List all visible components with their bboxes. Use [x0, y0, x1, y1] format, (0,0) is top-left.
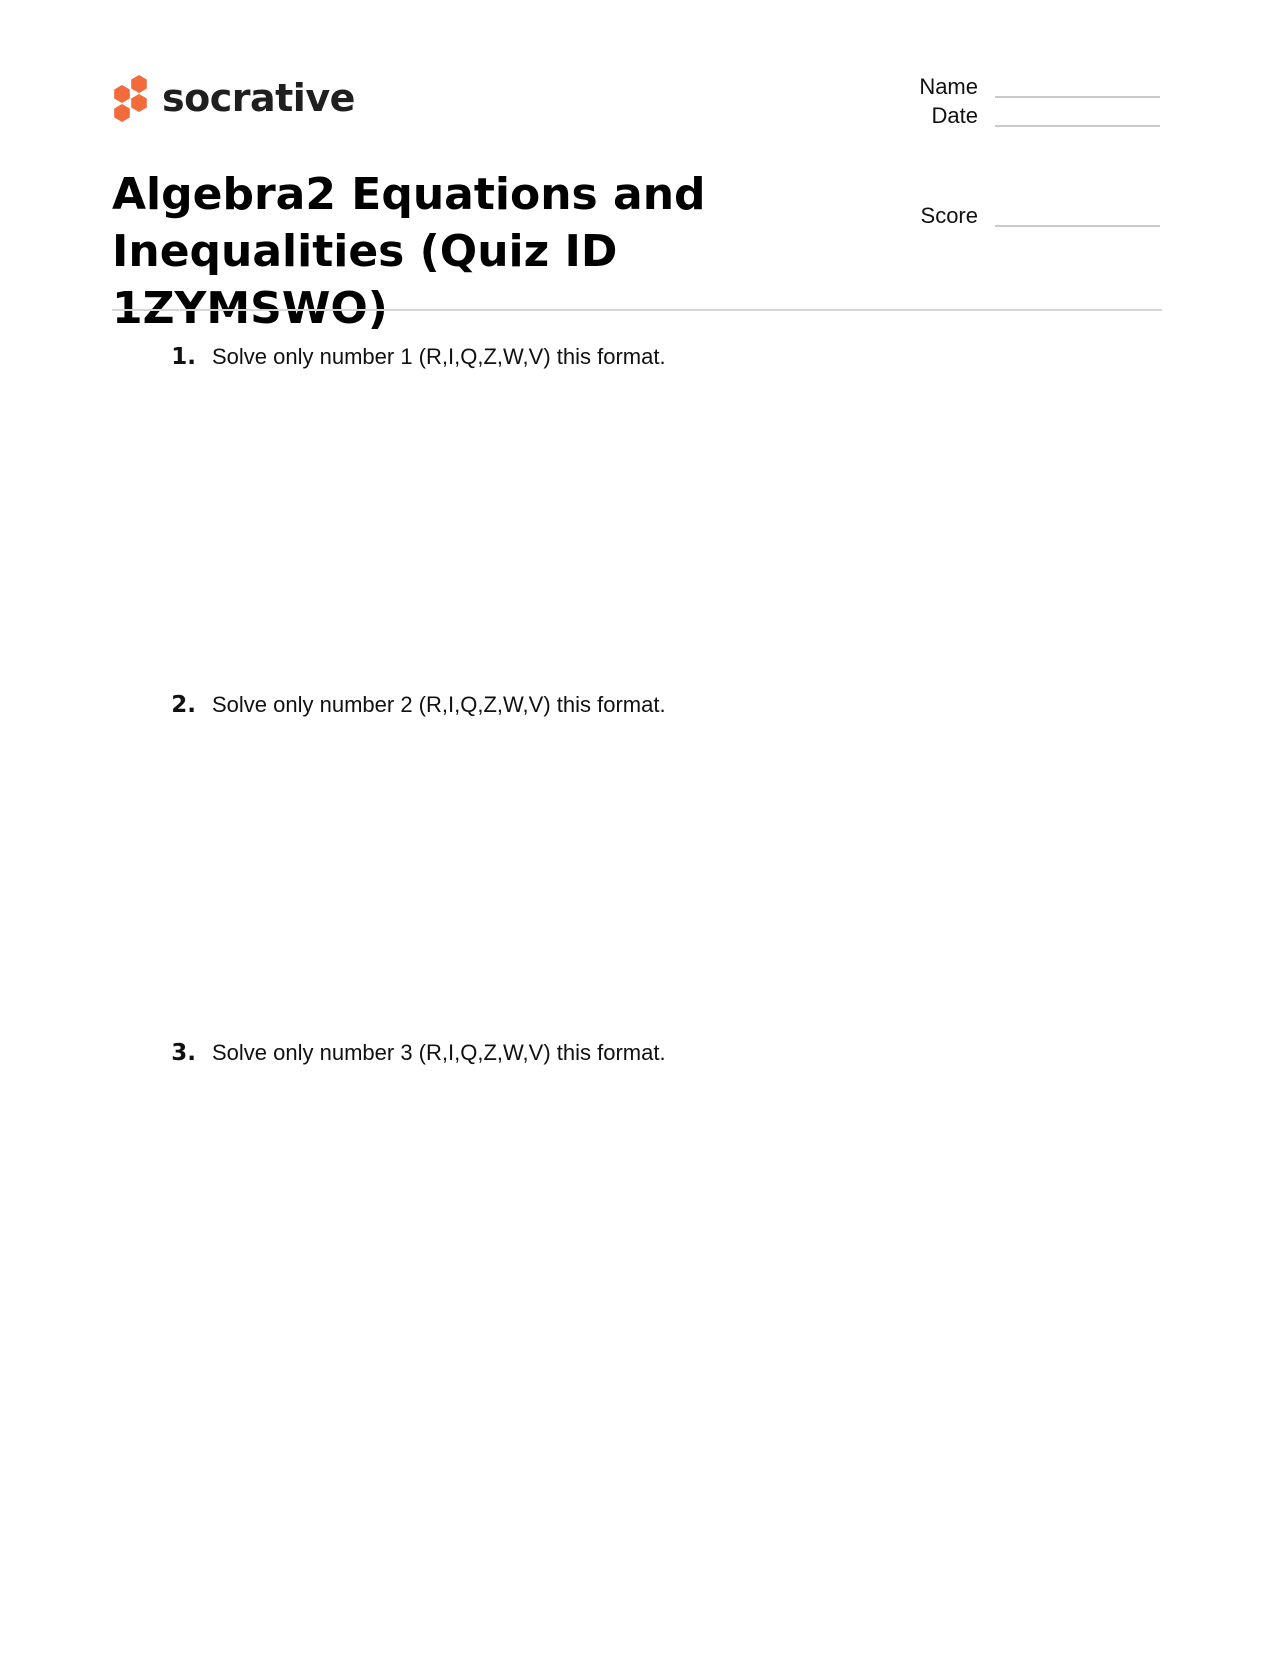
question-text: Solve only number 3 (R,I,Q,Z,W,V) this format. [212, 1040, 666, 1065]
logo-wordmark: socrative [162, 76, 355, 120]
question-item [150, 1040, 666, 1066]
quiz-title: Algebra2 Equations and Inequalities (Quiz ID 1ZYMSWO) [112, 169, 706, 334]
date-label: Date [931, 103, 978, 128]
hexagon-cluster-icon [112, 73, 150, 123]
socrative-logo [112, 72, 355, 124]
question-number: 1. [171, 344, 196, 370]
score-blank-line [995, 225, 1160, 227]
question-number: 2. [171, 692, 196, 718]
question-number: 3. [171, 1040, 196, 1066]
question-text: Solve only number 2 (R,I,Q,Z,W,V) this format. [212, 692, 666, 717]
score-field [860, 203, 1160, 233]
date-blank-line [995, 125, 1160, 127]
header-divider [112, 309, 1162, 311]
question-item [150, 692, 666, 718]
name-field [860, 74, 1160, 104]
question-text: Solve only number 1 (R,I,Q,Z,W,V) this format. [212, 344, 666, 369]
score-label: Score [920, 203, 978, 228]
question-item [150, 344, 666, 370]
name-label: Name [919, 74, 978, 99]
name-blank-line [995, 96, 1160, 98]
date-field [860, 103, 1160, 133]
